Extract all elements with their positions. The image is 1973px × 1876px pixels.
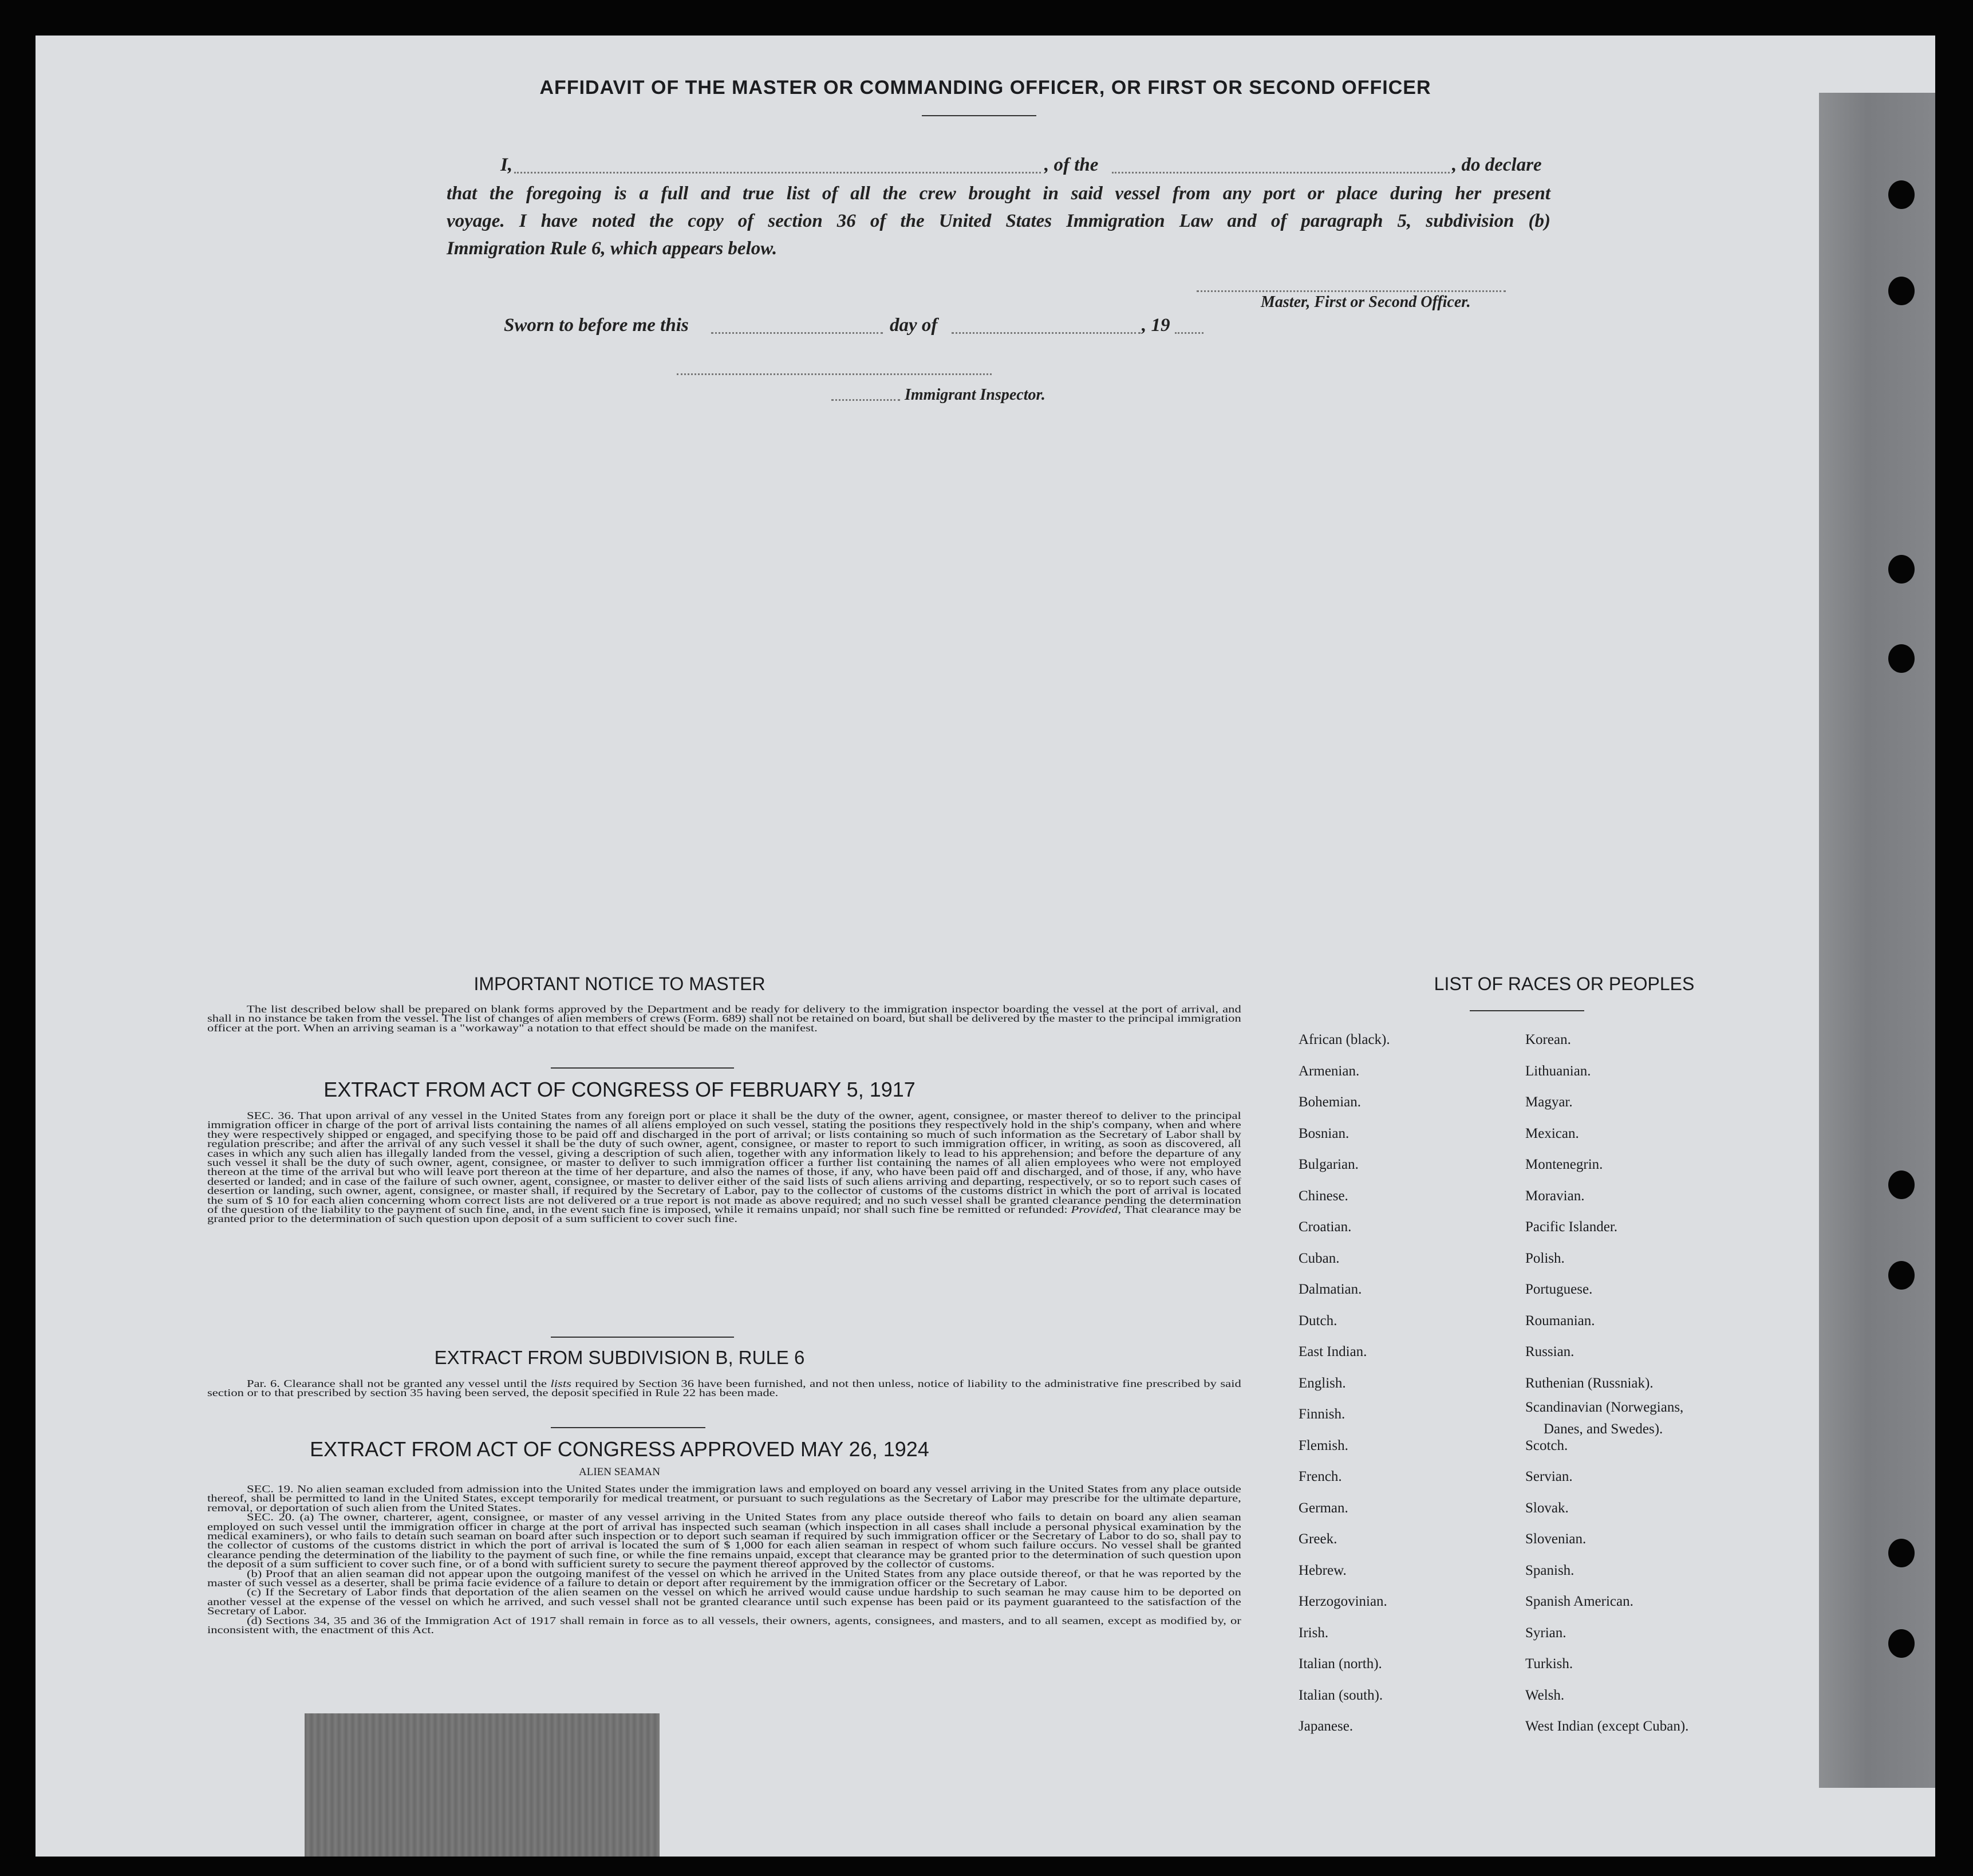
race-item: Polish. [1525, 1250, 1565, 1266]
punch-hole [1888, 1170, 1915, 1199]
races-divider [1470, 1010, 1584, 1011]
divider-3 [551, 1427, 705, 1428]
race-item: Moravian. [1525, 1188, 1585, 1204]
affidavit-of-the-label: , of the [1044, 155, 1099, 175]
sworn-year-blank [1175, 332, 1203, 334]
race-item: Ruthenian (Russniak). [1525, 1375, 1654, 1391]
race-item: Syrian. [1525, 1625, 1566, 1641]
race-item: Montenegrin. [1525, 1157, 1603, 1172]
race-item: Korean. [1525, 1032, 1571, 1047]
race-item: Scandinavian (Norwegians, [1525, 1400, 1684, 1415]
sec19-paragraph: SEC. 19. No alien seaman excluded from admission into the United States under the immigration laws and employed on board any vessel arriving in the United States from any place outside thereof, shall be permitted to land in the United States, except temporarily for medical treatment, or pursuant to such regulations as the Secretary of Labor may prescribe for the ultimate departure, removal, or deportation of such alien from the United States. [207, 1483, 1241, 1514]
punch-hole [1888, 555, 1915, 584]
race-item: Spanish American. [1525, 1594, 1633, 1609]
sec20a-paragraph: SEC. 20. (a) The owner, charterer, agent, consignee, or master of any vessel arriving in the United States from any place outside thereof who fails to detain on board any alien seaman employed on such vessel until the immigration officer in charge at the port of arrival has inspected such seaman (which inspection in all cases shall include a personal physical examination by the medical examiners), or who fails to detain such seaman on board after such inspection or to deport such seaman if required by such immigration officer or the Secretary of Labor to do so, shall pay to the collector of customs of the customs district in which the port of arrival is located the sum of $ 1,000 for each alien seaman in respect of whom such failure occurs. No vessel shall be granted clearance pending the determination of the liability to the payment of such fine, or while the fine remains unpaid, except that clearance may be granted prior to the determination of such question upon the deposit of a sum sufficient to cover such fine, or of a bond with sufficient surety to secure the payment thereof approved by the collector of customs. [207, 1511, 1241, 1570]
race-item: Dalmatian. [1299, 1282, 1362, 1297]
race-item: Hebrew. [1299, 1562, 1347, 1578]
affidavit-line-2: that the foregoing is a full and true list of all the crew brought in said vessel from any port or place during her present [447, 183, 1550, 204]
race-item: Danes, and Swedes). [1544, 1421, 1663, 1437]
punch-hole [1888, 1629, 1915, 1658]
race-item: Turkish. [1525, 1656, 1573, 1672]
race-item: Italian (north). [1299, 1656, 1382, 1672]
race-item: Roumanian. [1525, 1313, 1595, 1329]
race-item: Cuban. [1299, 1250, 1340, 1266]
race-item: Slovak. [1525, 1500, 1569, 1516]
notice-text [207, 1004, 1241, 1032]
sec20c-paragraph: (c) If the Secretary of Labor finds that deportation of the alien seamen on the vessel on which he arrived would cause undue hardship to such seaman he may cause him to be deported on another vessel at the expense of the vessel on which he arrived, and such vessel shall not be granted clearance until such expense has been paid or its payment guaranteed to the satisfaction of the Secretary of Labor. [207, 1586, 1241, 1617]
race-item: Bulgarian. [1299, 1157, 1359, 1172]
binding-strip [1819, 93, 1935, 1788]
subdivision-b-title: EXTRACT FROM SUBDIVISION B, RULE 6 [434, 1347, 805, 1368]
race-item: Servian. [1525, 1469, 1573, 1484]
race-item: Lithuanian. [1525, 1063, 1591, 1079]
affidavit-line-4: Immigration Rule 6, which appears below. [447, 238, 778, 259]
race-item: French. [1299, 1469, 1342, 1484]
race-item: Finnish. [1299, 1406, 1345, 1422]
inspector-signature-line [677, 373, 992, 375]
extract-1924-title: EXTRACT FROM ACT OF CONGRESS APPROVED MAY 26, 1924 [310, 1437, 929, 1461]
sworn-month-blank [952, 332, 1141, 334]
race-item: Bohemian. [1299, 1094, 1362, 1110]
race-item: Dutch. [1299, 1313, 1337, 1329]
race-item: Irish. [1299, 1625, 1329, 1641]
race-item: Magyar. [1525, 1094, 1573, 1110]
race-item: Portuguese. [1525, 1282, 1593, 1297]
affidavit-line-3: voyage. I have noted the copy of section 36 of the United States Immigration Law and of paragraph 5, subdivision (b) [447, 211, 1550, 231]
race-item: Scotch. [1525, 1437, 1568, 1453]
races-title: LIST OF RACES OR PEOPLES [1434, 974, 1695, 994]
master-signature-line [1197, 290, 1506, 292]
race-item: Slovenian. [1525, 1531, 1587, 1547]
title-divider [922, 115, 1036, 116]
affidavit-i-label: I, [500, 155, 513, 175]
sec20b-paragraph: (b) Proof that an alien seaman did not appear upon the outgoing manifest of the vessel on which he arrived in the United States from any place outside thereof, or that he was reported by the master of such vessel as a deserter, shall be prima facie evidence of a failure to detain or deport after requirement by the immigration officer or the Secretary of Labor. [207, 1567, 1241, 1589]
lists-word: lists [550, 1378, 571, 1389]
race-item: Japanese. [1299, 1719, 1354, 1734]
sworn-day-blank [711, 332, 883, 334]
race-item: African (black). [1299, 1032, 1390, 1047]
provided-word: Provided, [1071, 1204, 1122, 1216]
race-item: Russian. [1525, 1344, 1575, 1359]
inspector-label: Immigrant Inspector. [905, 386, 1045, 404]
race-item: Bosnian. [1299, 1125, 1349, 1141]
extract-1917-title: EXTRACT FROM ACT OF CONGRESS OF FEBRUARY 5, 1917 [323, 1078, 916, 1101]
par6-text-b: required by Section 36 have been furnished, and not then unless, notice of liability to the administrative fine prescribed by said section or to that prescribed by section 35 having been served, the deposit specified in Rule 22 has been made. [207, 1378, 1241, 1399]
race-item: Armenian. [1299, 1063, 1360, 1079]
name-blank [514, 172, 1041, 174]
tape-patch [305, 1713, 660, 1857]
race-item: East Indian. [1299, 1344, 1367, 1359]
punch-hole [1888, 1539, 1915, 1567]
punch-hole [1888, 644, 1915, 673]
affidavit-title: AFFIDAVIT OF THE MASTER OR COMMANDING OFFICER, OR FIRST OR SECOND OFFICER [539, 77, 1431, 98]
race-item: Welsh. [1525, 1687, 1565, 1703]
divider-2 [551, 1337, 734, 1338]
race-item: Greek. [1299, 1531, 1337, 1547]
race-item: English. [1299, 1375, 1346, 1391]
punch-hole [1888, 277, 1915, 305]
subdivision-b-text [207, 1379, 1241, 1398]
punch-hole [1888, 1261, 1915, 1290]
divider-1 [551, 1067, 734, 1069]
race-item: Flemish. [1299, 1437, 1348, 1453]
race-item: Herzogovinian. [1299, 1594, 1387, 1609]
affidavit-do-declare-label: , do declare [1452, 155, 1542, 175]
day-of-label: day of [890, 315, 938, 336]
scanned-form-page [35, 36, 1935, 1857]
extract-1924-text [207, 1484, 1241, 1635]
race-item: German. [1299, 1500, 1348, 1516]
race-item: Chinese. [1299, 1188, 1348, 1204]
sworn-label: Sworn to before me this [504, 315, 689, 336]
extract-1917-text [207, 1111, 1241, 1224]
race-item: Mexican. [1525, 1125, 1579, 1141]
sec36-text-b: That clearance may be granted prior to the determination of such question upon deposit of a sum sufficient to cover such fine. [207, 1204, 1241, 1225]
race-item: Pacific Islander. [1525, 1219, 1618, 1235]
year-prefix-label: , 19 [1142, 315, 1170, 336]
notice-title: IMPORTANT NOTICE TO MASTER [473, 974, 765, 994]
notice-paragraph: The list described below shall be prepared on blank forms approved by the Department and be ready for delivery to the immigration inspector boarding the vessel at the port of arrival, and shall in no instance be taken from the vessel. The list of changes of alien members of crews (Form. 689) shall not be retained on board, but shall be delivered by the master to the principal immigration officer at the port. When an arriving seaman is a "workaway" a notation to that effect should be made on the manifest. [207, 1003, 1241, 1034]
vessel-blank [1112, 172, 1450, 174]
race-item: Croatian. [1299, 1219, 1352, 1235]
sec20d-paragraph: (d) Sections 34, 35 and 36 of the Immigration Act of 1917 shall remain in force as to all vessels, their owners, agents, consignees, and masters, and to all seamen, except as modified by, or inconsistent with, the enactment of this Act. [207, 1614, 1241, 1636]
race-item: West Indian (except Cuban). [1525, 1719, 1689, 1734]
race-item: Spanish. [1525, 1562, 1575, 1578]
master-label: Master, First or Second Officer. [1261, 293, 1471, 311]
race-item: Italian (south). [1299, 1687, 1383, 1703]
punch-hole [1888, 180, 1915, 209]
sec36-text-a: SEC. 36. That upon arrival of any vessel in the United States from any foreign port or place it shall be the duty of the owner, agent, consignee, or master thereof to deliver to the principal immigration officer in charge of the port of arrival lists containing the names of all aliens employed on such vessel, stating the positions they respectively hold in the ship's company, when and where they were respectively shipped or engaged, and specifying those to be paid off and discharged in the port of arrival; or lists containing so much of such information as the Secretary of Labor shall by regulation prescribe; and after the arrival of any such vessel it shall be the duty of such owner, agent, consignee, or master to report to such immigration officer, in writing, as soon as discovered, all cases in which any such alien has illegally landed from the vessel, giving a description of such alien, together with any information likely to lead to his apprehension; and before the departure of any such vessel it shall be the duty of such owner, agent, consignee, or master to deliver to such immigration officer a further list containing the names of all alien employees who were not employed thereon at the time of the arrival but who will leave port thereon at the time of her departure, and also the names of those, if any, who have been paid off and discharged, and of those, if any, who have deserted or landed; and in case of the failure of such owner, agent, consignee, or master to deliver either of the said lists of such aliens arriving and departing, respectively, or so to report such cases of desertion or landing, such owner, agent, consignee, or master shall, if required by the Secretary of Labor, pay to the collector of customs of the customs district in which the port of arrival is located the sum of $ 10 for each alien concerning whom correct lists are not delivered or a true report is not made as above required; and no such vessel shall be granted clearance pending the determination of the question of the liability to the payment of such fine, and, in the event such fine is imposed, while it remains unpaid; nor shall such fine be remitted or refunded: [207, 1110, 1241, 1216]
inspector-lead-dots [831, 399, 900, 401]
alien-seaman-subtitle: ALIEN SEAMAN [579, 1466, 660, 1478]
par6-text-a: Par. 6. Clearance shall not be granted any vessel until the [246, 1378, 547, 1389]
